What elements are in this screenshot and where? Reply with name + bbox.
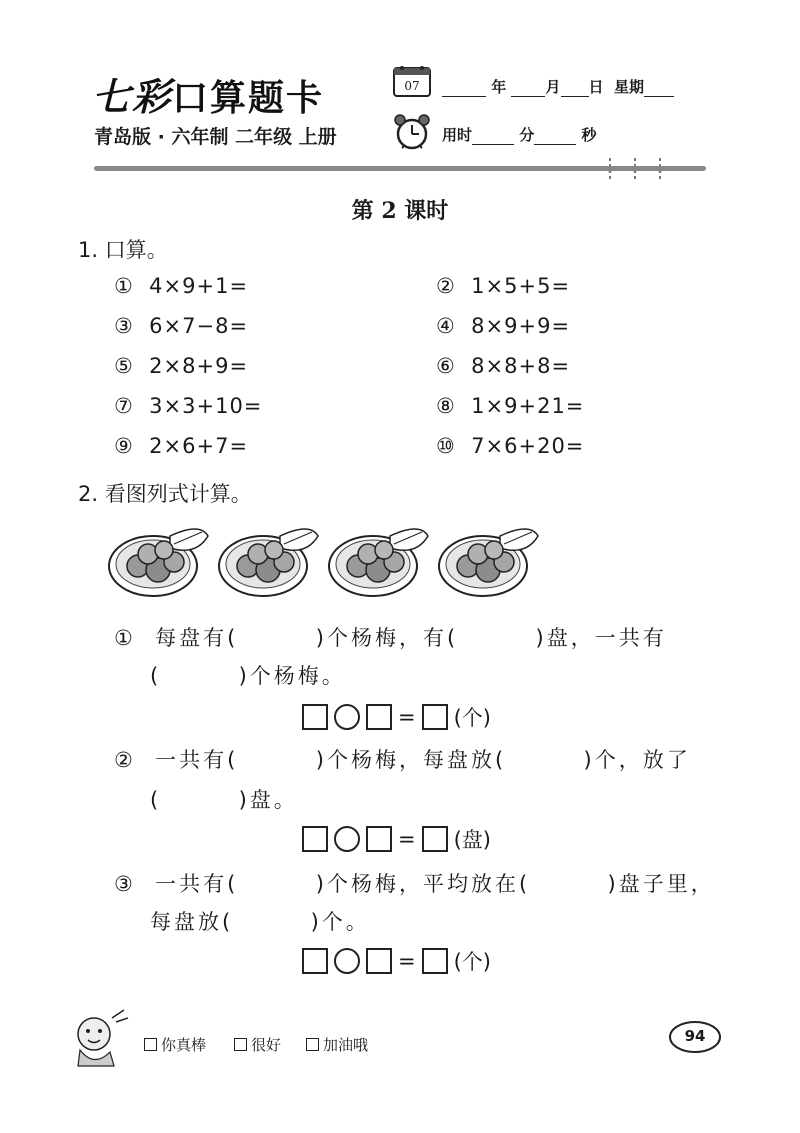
lesson-title: 第 2 课时 bbox=[351, 198, 449, 224]
minute-label: 分 bbox=[519, 126, 535, 144]
answer-box[interactable] bbox=[366, 948, 392, 974]
equals-sign: = bbox=[398, 949, 416, 973]
problem-4: ④ 8×9+9= bbox=[436, 314, 571, 338]
checkbox[interactable] bbox=[306, 1038, 319, 1051]
problem-2: ② 1×5+5= bbox=[436, 274, 571, 298]
problem-9: ⑨ 2×6+7= bbox=[114, 434, 249, 458]
problem-6: ⑥ 8×8+8= bbox=[436, 354, 571, 378]
alarm-clock-icon bbox=[392, 112, 432, 152]
binder-rings-icon bbox=[600, 156, 670, 182]
weekday-label: 星期 bbox=[613, 78, 644, 96]
year-label: 年 bbox=[491, 78, 507, 96]
operator-circle[interactable] bbox=[334, 826, 360, 852]
q2-part1-line2: ( )个杨梅。 bbox=[150, 664, 346, 688]
rating-label: 加油哦 bbox=[323, 1036, 369, 1054]
date-line bbox=[442, 76, 674, 97]
day-label: 日 bbox=[588, 78, 604, 96]
answer-box[interactable] bbox=[422, 704, 448, 730]
equals-sign: = bbox=[398, 705, 416, 729]
q2-part1-line1: ① 每盘有( )个杨梅，有( )盘，一共有 bbox=[114, 626, 667, 650]
q2-part2-equation bbox=[302, 824, 491, 854]
calendar-icon bbox=[392, 64, 432, 98]
operator-circle[interactable] bbox=[334, 948, 360, 974]
q2-part3-line2: 每盘放( )个。 bbox=[150, 910, 370, 934]
q2-part3-equation bbox=[302, 946, 491, 976]
bayberry-plates-image bbox=[108, 516, 548, 608]
rating-label: 很好 bbox=[251, 1036, 282, 1054]
answer-box[interactable] bbox=[422, 948, 448, 974]
answer-box[interactable] bbox=[302, 948, 328, 974]
answer-box[interactable] bbox=[302, 826, 328, 852]
checkbox[interactable] bbox=[144, 1038, 157, 1051]
brand-title bbox=[92, 66, 324, 121]
equals-sign: = bbox=[398, 827, 416, 851]
problem-7: ⑦ 3×3+10= bbox=[114, 394, 263, 418]
checkbox[interactable] bbox=[234, 1038, 247, 1051]
problem-8: ⑧ 1×9+21= bbox=[436, 394, 585, 418]
problem-10: ⑩ 7×6+20= bbox=[436, 434, 585, 458]
rating-great[interactable] bbox=[144, 1034, 206, 1055]
problem-5: ⑤ 2×8+9= bbox=[114, 354, 249, 378]
brand-cursive: 七彩 bbox=[92, 74, 173, 119]
q2-part2-line1: ② 一共有( )个杨梅，每盘放( )个，放了 bbox=[114, 748, 691, 772]
answer-box[interactable] bbox=[422, 826, 448, 852]
mascot-icon bbox=[66, 1008, 132, 1070]
answer-box[interactable] bbox=[366, 826, 392, 852]
brand-plain: 口算题卡 bbox=[172, 78, 325, 119]
edition-label: 青岛版 · 六年制 二年级 上册 bbox=[94, 126, 337, 148]
second-label: 秒 bbox=[581, 126, 597, 144]
q2-part2-line2: ( )盘。 bbox=[150, 788, 298, 812]
rating-keep-going[interactable] bbox=[306, 1034, 368, 1055]
month-label: 月 bbox=[545, 78, 561, 96]
operator-circle[interactable] bbox=[334, 704, 360, 730]
q1-title: 1. 口算。 bbox=[78, 238, 168, 262]
time-line bbox=[442, 124, 597, 145]
q2-part1-equation bbox=[302, 702, 491, 732]
calendar-day: 07 bbox=[404, 79, 420, 93]
unit-label: (个) bbox=[453, 706, 491, 730]
time-prefix: 用时 bbox=[442, 126, 473, 144]
answer-box[interactable] bbox=[366, 704, 392, 730]
rating-label: 你真棒 bbox=[161, 1036, 207, 1054]
problem-1: ① 4×9+1= bbox=[114, 274, 249, 298]
answer-box[interactable] bbox=[302, 704, 328, 730]
q2-title: 2. 看图列式计算。 bbox=[78, 482, 252, 506]
rating-good[interactable] bbox=[234, 1034, 281, 1055]
unit-label: (盘) bbox=[453, 828, 491, 852]
q2-part3-line1: ③ 一共有( )个杨梅，平均放在( )盘子里， bbox=[114, 872, 715, 896]
page-number: 94 bbox=[684, 1027, 706, 1045]
problem-3: ③ 6×7−8= bbox=[114, 314, 249, 338]
unit-label: (个) bbox=[453, 950, 491, 974]
